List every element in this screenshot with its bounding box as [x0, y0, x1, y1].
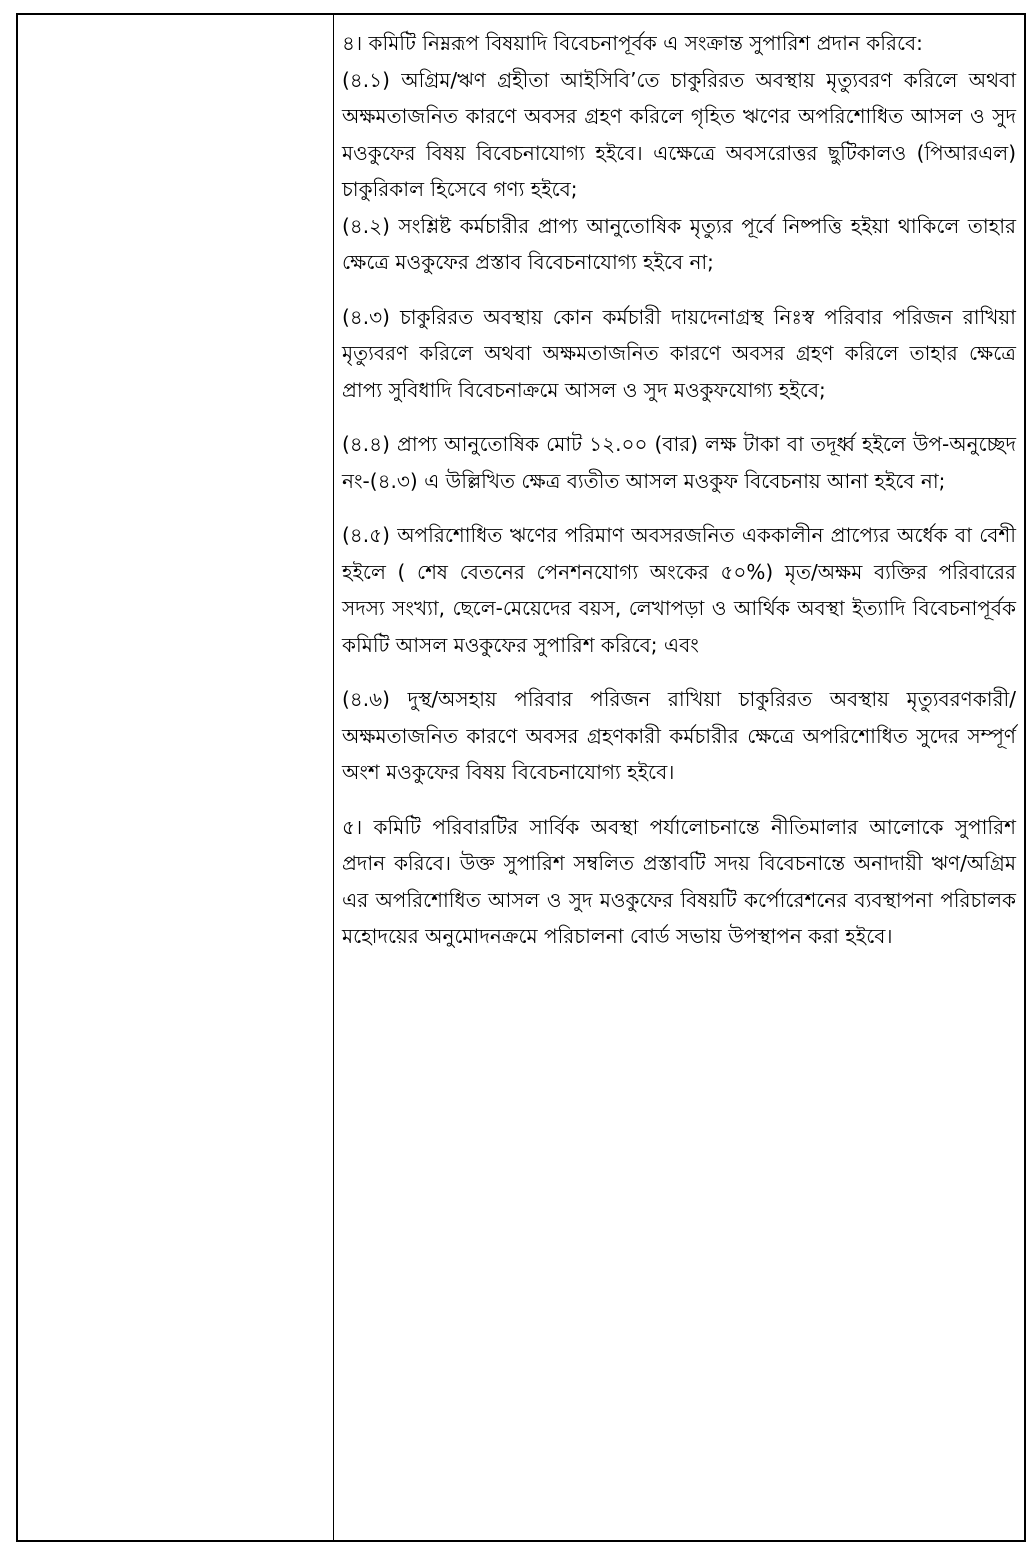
paragraph-4-2: (৪.২) সংশ্লিষ্ট কর্মচারীর প্রাপ্য আনুতোষিক মৃত্যুর পূর্বে নিষ্পত্তি হইয়া থাকিলে তাহার ক্ষেত্রে মওকুফের প্রস্তাব বিবেচনাযোগ্য হইবে না; — [342, 213, 1016, 274]
paragraph-5: ৫। কমিটি পরিবারটির সার্বিক অবস্থা পর্যালোচনান্তে নীতিমালার আলোকে সুপারিশ প্রদান করিবে। উক্ত সুপারিশ সম্বলিত প্রস্তাবটি সদয় বিবেচনান্তে অনাদায়ী ঋণ/অগ্রিম এর অপরিশোধিত আসল ও সুদ মওকুফের বিষয়টি কর্পোরেশনের ব্যবস্থাপনা পরিচালক মহোদয়ের অনুমোদনক্রমে পরিচালনা বোর্ড সভায় উপস্থাপন করা হইবে। — [342, 814, 1016, 948]
paragraph-4: ৪। কমিটি নিম্নরূপ বিষয়াদি বিবেচনাপূর্বক এ সংক্রান্ত সুপারিশ প্রদান করিবে: — [342, 31, 923, 55]
paragraph-4-6: (৪.৬) দুস্থ/অসহায় পরিবার পরিজন রাখিয়া চাকুরিরত অবস্থায় মৃত্যুবরণকারী/ অক্ষমতাজনিত কারণে অবসর গ্রহণকারী কর্মচারীর ক্ষেত্রে অপরিশোধিত সুদের সম্পূর্ণ অংশ মওকুফের বিষয় বিবেচনাযোগ্য হইবে। — [342, 687, 1016, 784]
paragraph-4-5: (৪.৫) অপরিশোধিত ঋণের পরিমাণ অবসরজনিত এককালীন প্রাপ্যের অর্ধেক বা বেশী হইলে ( শেষ বেতনের পেনশনযোগ্য অংকের ৫০%) মৃত/অক্ষম ব্যক্তির পরিবারের সদস্য সংখ্যা, ছেলে-মেয়েদের বয়স, লেখাপড়া ও আর্থিক অবস্থা ইত্যাদি বিবেচনাপূর্বক কমিটি আসল মওকুফের সুপারিশ করিবে; এবং — [342, 523, 1016, 657]
document-table — [16, 13, 1026, 1542]
paragraph-4-1: (৪.১) অগ্রিম/ঋণ গ্রহীতা আইসিবি’তে চাকুরিরত অবস্থায় মৃত্যুবরণ করিলে অথবা অক্ষমতাজনিত কারণে অবসর গ্রহণ করিলে গৃহিত ঋণের অপরিশোধিত আসল ও সুদ মওকুফের বিষয় বিবেচনাযোগ্য হইবে। এক্ষেত্রে অবসরোত্তর ছুটিকালও (পিআরএল) চাকুরিকাল হিসেবে গণ্য হইবে; — [342, 67, 1016, 201]
paragraph-4-3: (৪.৩) চাকুরিরত অবস্থায় কোন কর্মচারী দায়দেনাগ্রস্থ নিঃস্ব পরিবার পরিজন রাখিয়া মৃত্যুবরণ করিলে অথবা অক্ষমতাজনিত কারণে অবসর গ্রহণ করিলে তাহার ক্ষেত্রে প্রাপ্য সুবিধাদি বিবেচনাক্রমে আসল ও সুদ মওকুফযোগ্য হইবে; — [342, 304, 1016, 402]
paragraph-4-4: (৪.৪) প্রাপ্য আনুতোষিক মোট ১২.০০ (বার) লক্ষ টাকা বা তদূর্ধ্ব হইলে উপ-অনুচ্ছেদ নং-(৪.৩) এ উল্লিখিত ক্ষেত্র ব্যতীত আসল মওকুফ বিবেচনায় আনা হইবে না; — [342, 432, 1016, 493]
left-column-cell — [18, 15, 334, 1540]
right-column-cell — [334, 15, 1024, 1540]
